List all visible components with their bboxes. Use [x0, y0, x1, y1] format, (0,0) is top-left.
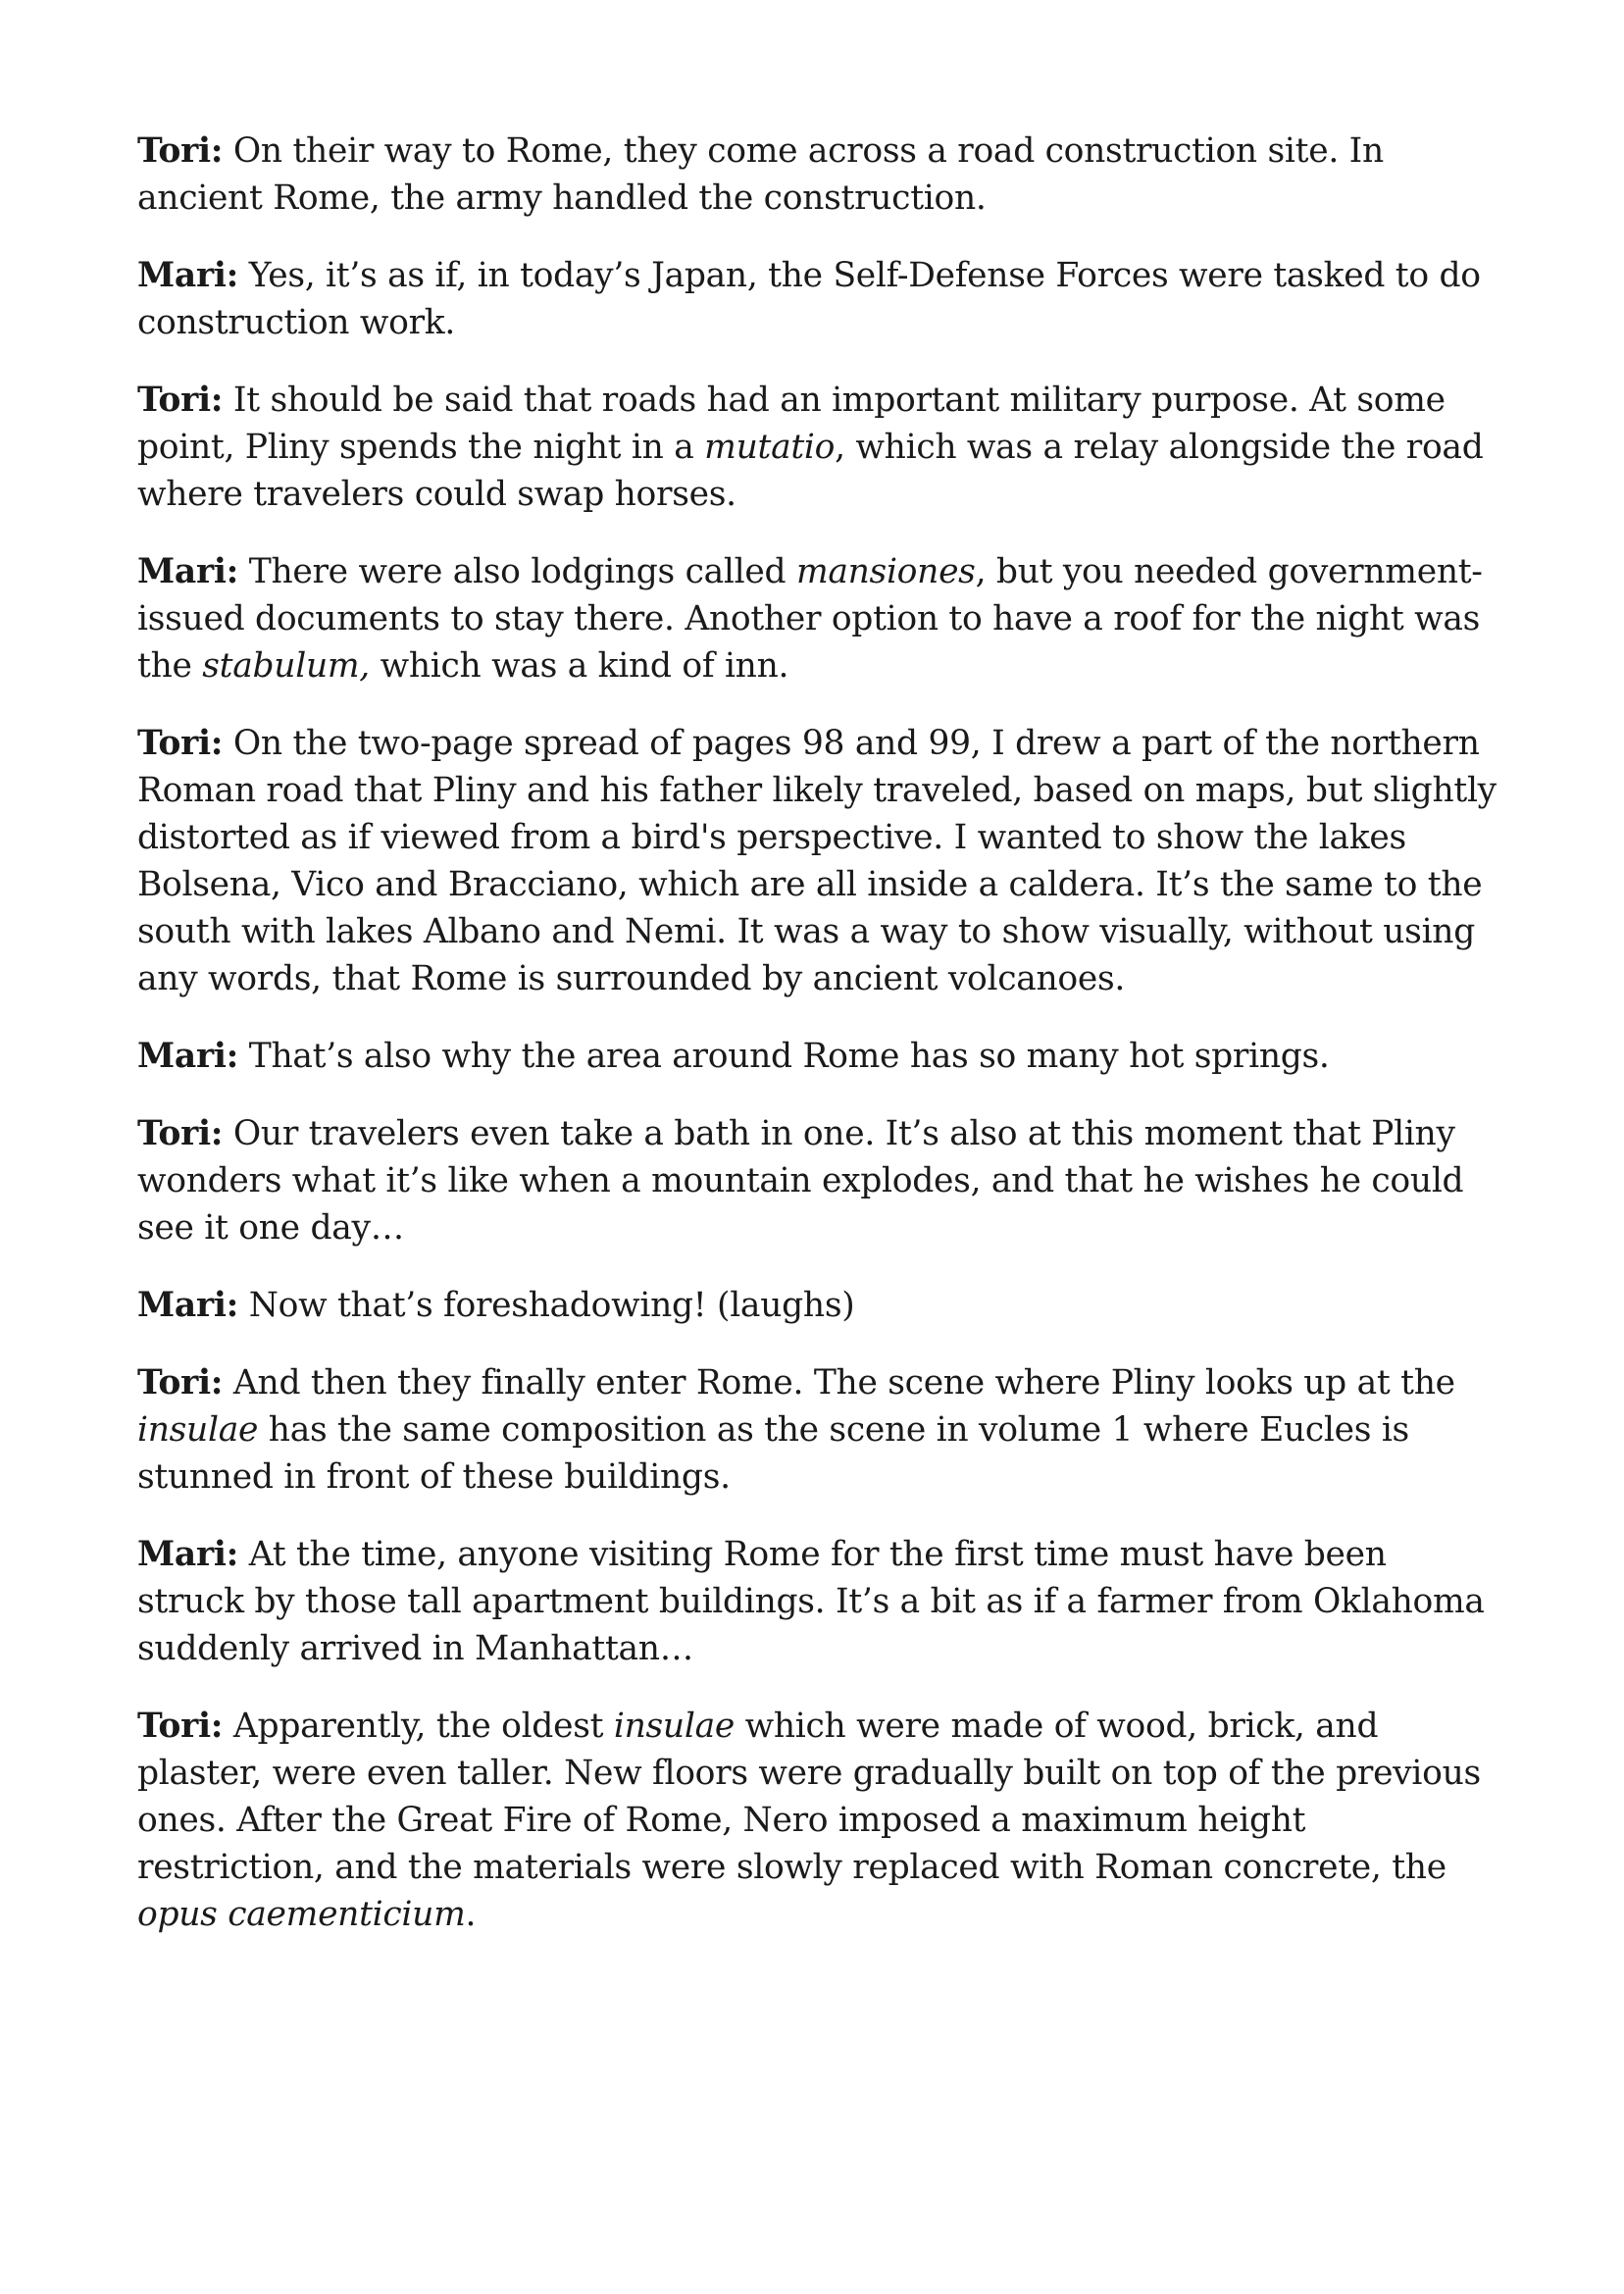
speaker-name: Mari:: [137, 1037, 239, 1076]
speech-text: Apparently, the oldest: [223, 1707, 614, 1746]
speaker-name: Mari:: [137, 552, 239, 591]
speaker-name: Mari:: [137, 256, 239, 295]
dialogue-paragraph: [137, 377, 1500, 518]
speaker-name: Tori:: [137, 1363, 224, 1402]
speaker-name: Tori:: [137, 131, 224, 171]
speech-text: Now that’s foreshadowing! (laughs): [238, 1286, 855, 1325]
speech-text: which were made of wood, brick, and plaster, were even taller. New floors were gradually built on top of the previous ones. After the Great Fire of Rome, Nero imposed a maximum height restriction, and the materials were slowly replaced with Roman concrete, the: [137, 1707, 1481, 1887]
speech-text: On their way to Rome, they come across a road construction site. In ancient Rome, the army handled the construction.: [137, 131, 1384, 218]
dialogue-paragraph: [137, 1359, 1500, 1501]
speech-text: It should be said that roads had an important military purpose. At some point, Pliny spends the night in a: [137, 381, 1446, 467]
dialogue-paragraph: [137, 1033, 1500, 1080]
speech-text: , but you needed government-issued documents to stay there. Another option to have a roof for the night was the: [137, 552, 1483, 686]
speaker-name: Tori:: [137, 1114, 224, 1153]
document-page: [137, 127, 1500, 1968]
speech-text: Yes, it’s as if, in today’s Japan, the Self-Defense Forces were tasked to do construction work.: [137, 256, 1481, 342]
italic-term: mutatio: [704, 428, 836, 467]
dialogue-paragraph: [137, 1531, 1500, 1672]
speech-text: On the two-page spread of pages 98 and 99, I drew a part of the northern Roman road that Pliny and his father likely traveled, based on maps, but slightly distorted as if viewed from a bird's perspective. I wanted to show the lakes Bolsena, Vico and Bracciano, which are all inside a caldera. It’s the same to the south with lakes Albano and Nemi. It was a way to show visually, without using any words, that Rome is surrounded by ancient volcanoes.: [137, 724, 1497, 998]
speech-text: There were also lodgings called: [238, 552, 796, 591]
speech-text: Our travelers even take a bath in one. It’s also at this moment that Pliny wonders what it’s like when a mountain explodes, and that he wishes he could see it one day…: [137, 1114, 1464, 1248]
speech-text: And then they finally enter Rome. The scene where Pliny looks up at the: [223, 1363, 1455, 1402]
dialogue-body: [137, 127, 1500, 1938]
italic-term: opus caementicium: [137, 1895, 466, 1934]
speaker-name: Tori:: [137, 724, 224, 763]
speaker-name: Tori:: [137, 381, 224, 420]
dialogue-paragraph: [137, 548, 1500, 689]
speech-text: That’s also why the area around Rome has so many hot springs.: [238, 1037, 1330, 1076]
speaker-name: Mari:: [137, 1535, 239, 1574]
speech-text: has the same composition as the scene in volume 1 where Eucles is stunned in front of these buildings.: [137, 1410, 1409, 1497]
speaker-name: Tori:: [137, 1707, 224, 1746]
italic-term: insulae: [137, 1410, 259, 1450]
speech-text: At the time, anyone visiting Rome for the first time must have been struck by those tall apartment buildings. It’s a bit as if a farmer from Oklahoma suddenly arrived in Manhattan…: [137, 1535, 1485, 1668]
dialogue-paragraph: [137, 1703, 1500, 1938]
speaker-name: Mari:: [137, 1286, 239, 1325]
italic-term: insulae: [613, 1707, 735, 1746]
dialogue-paragraph: [137, 1110, 1500, 1251]
speech-text: .: [465, 1895, 477, 1934]
dialogue-paragraph: [137, 720, 1500, 1002]
dialogue-paragraph: [137, 252, 1500, 346]
speech-text: , which was a relay alongside the road where travelers could swap horses.: [137, 428, 1484, 514]
italic-term: stabulum,: [202, 646, 370, 686]
speech-text: which was a kind of inn.: [369, 646, 789, 686]
dialogue-paragraph: [137, 127, 1500, 222]
italic-term: mansiones: [795, 552, 976, 591]
dialogue-paragraph: [137, 1282, 1500, 1329]
